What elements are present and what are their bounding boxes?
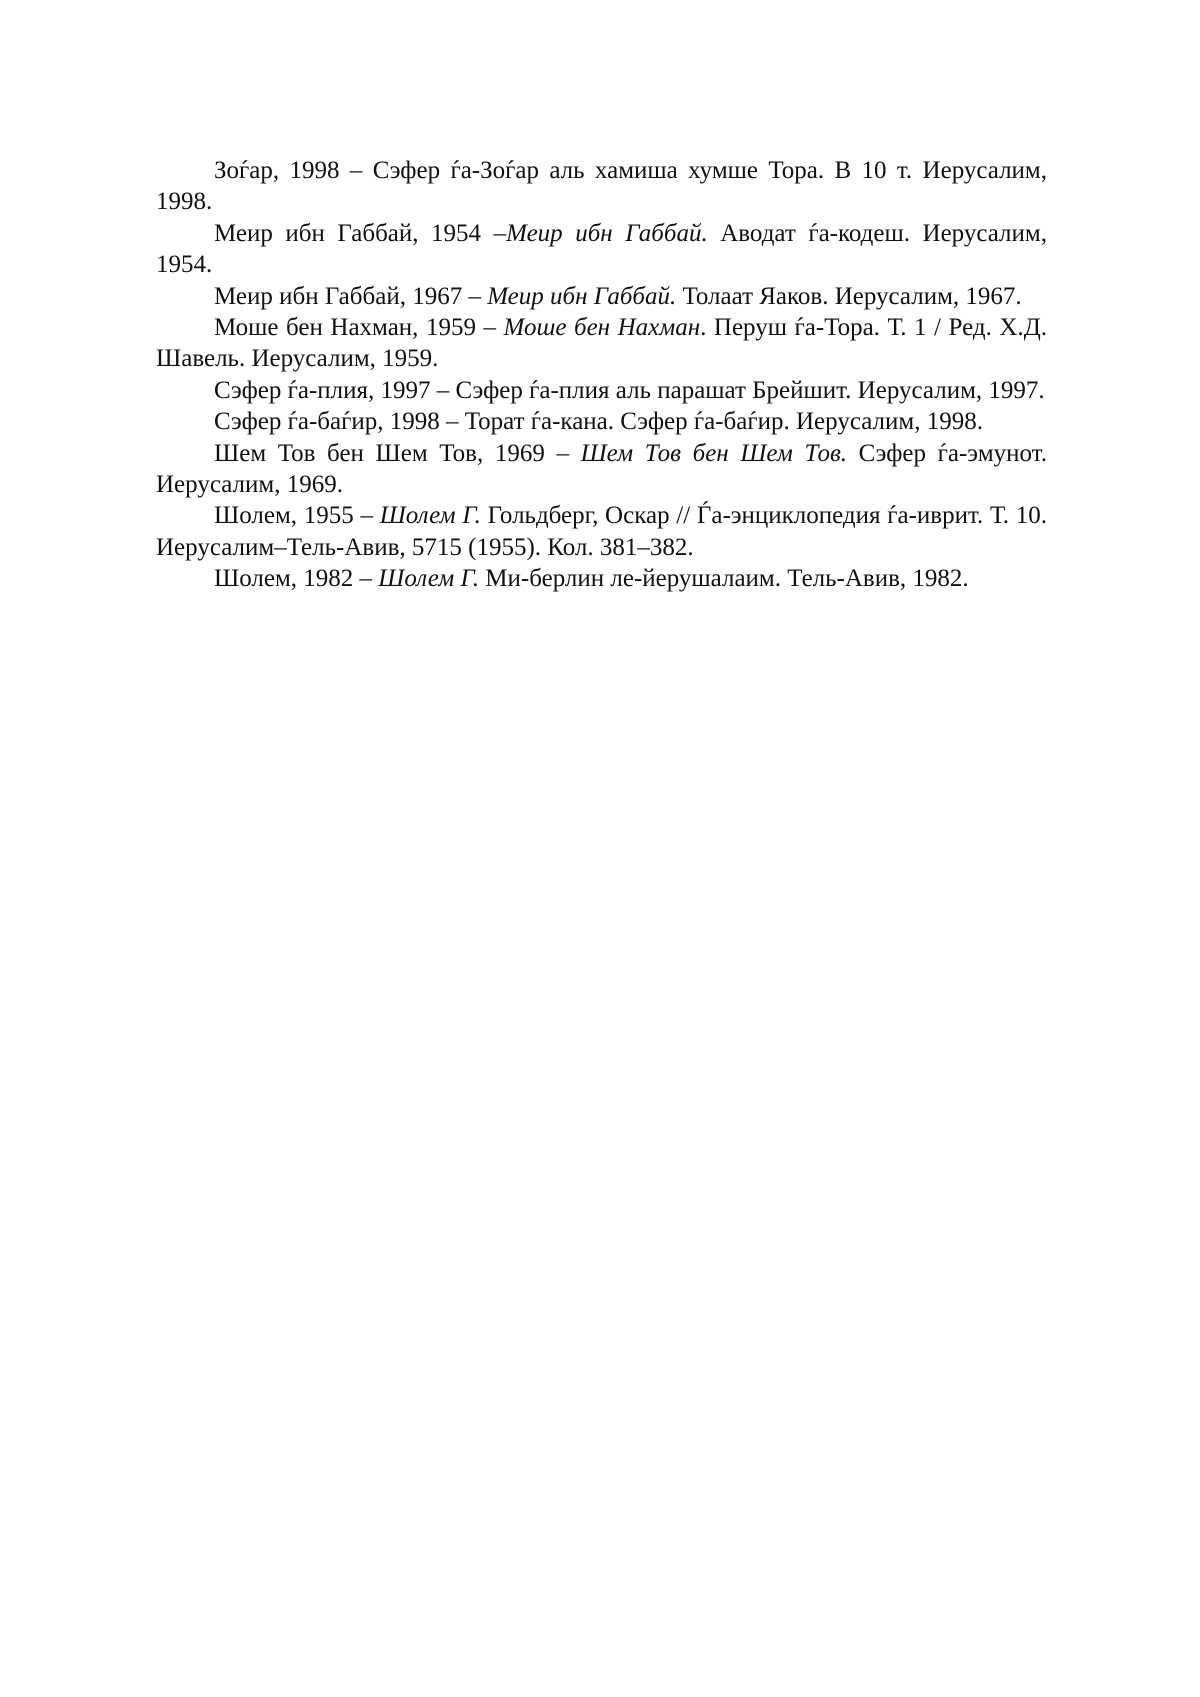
bibliography-entry — [156, 312, 1047, 375]
entry-text: Моше бен Нахман, 1959 – — [214, 314, 504, 342]
entry-text: Сэфер ѓа-эмунот. Иерусалим, 1969. — [156, 439, 1047, 499]
entry-author-italic: Шолем Г. — [378, 565, 480, 593]
entry-author-italic: Меир ибн Габбай. — [487, 282, 677, 310]
entry-text: Меир ибн Габбай, 1954 – — [214, 219, 507, 247]
entry-text: . Перуш ѓа-Тора. Т. 1 / Ред. Х.Д. Шавель. Иерусалим, 1959. — [156, 314, 1047, 373]
entry-text: Сэфер ѓа-плия, 1997 – Сэфер ѓа-плия аль парашат Брейшит. Иерусалим, 1997. — [214, 376, 1045, 404]
entry-text: Толаат Яаков. Иерусалим, 1967. — [676, 282, 1022, 310]
entry-author-italic: Шем Тов бен Шем Тов. — [580, 439, 848, 467]
bibliography-list — [156, 155, 1047, 595]
entry-text: Шолем, 1955 – — [214, 502, 380, 530]
bibliography-entry — [156, 563, 1047, 594]
bibliography-entry — [156, 375, 1047, 406]
entry-author-italic: Меир ибн Габбай. — [506, 219, 708, 247]
entry-text: Зоѓар, 1998 – Сэфер ѓа-Зоѓар аль хамиша хумше Тора. В 10 т. Иерусалим, 1998. — [156, 157, 1047, 216]
entry-text: Шем Тов бен Шем Тов, 1969 – — [214, 439, 581, 467]
bibliography-entry — [156, 500, 1047, 563]
entry-author-italic: Шолем Г. — [379, 502, 481, 530]
entry-text: Меир ибн Габбай, 1967 – — [214, 282, 488, 310]
entry-text: Гольдберг, Оскар // Ѓа-энциклопедия ѓа-иврит. Т. 10. Иерусалим–Тель-Авив, 5715 (1955). Кол. 381–382. — [156, 502, 1047, 561]
entry-text: Ми-берлин ле-йерушалаим. Тель-Авив, 1982. — [479, 565, 969, 593]
bibliography-entry — [156, 218, 1047, 281]
bibliography-entry — [156, 155, 1047, 218]
bibliography-entry — [156, 281, 1047, 312]
bibliography-entry — [156, 406, 1047, 437]
bibliography-entry — [156, 438, 1047, 501]
entry-text: Сэфер ѓа-баѓир, 1998 – Торат ѓа-кана. Сэфер ѓа-баѓир. Иерусалим, 1998. — [214, 408, 983, 436]
entry-author-italic: Моше бен Нахман — [503, 314, 701, 342]
entry-text: Аводат ѓа-кодеш. Иерусалим, 1954. — [156, 219, 1047, 279]
entry-text: Шолем, 1982 – — [214, 565, 379, 593]
